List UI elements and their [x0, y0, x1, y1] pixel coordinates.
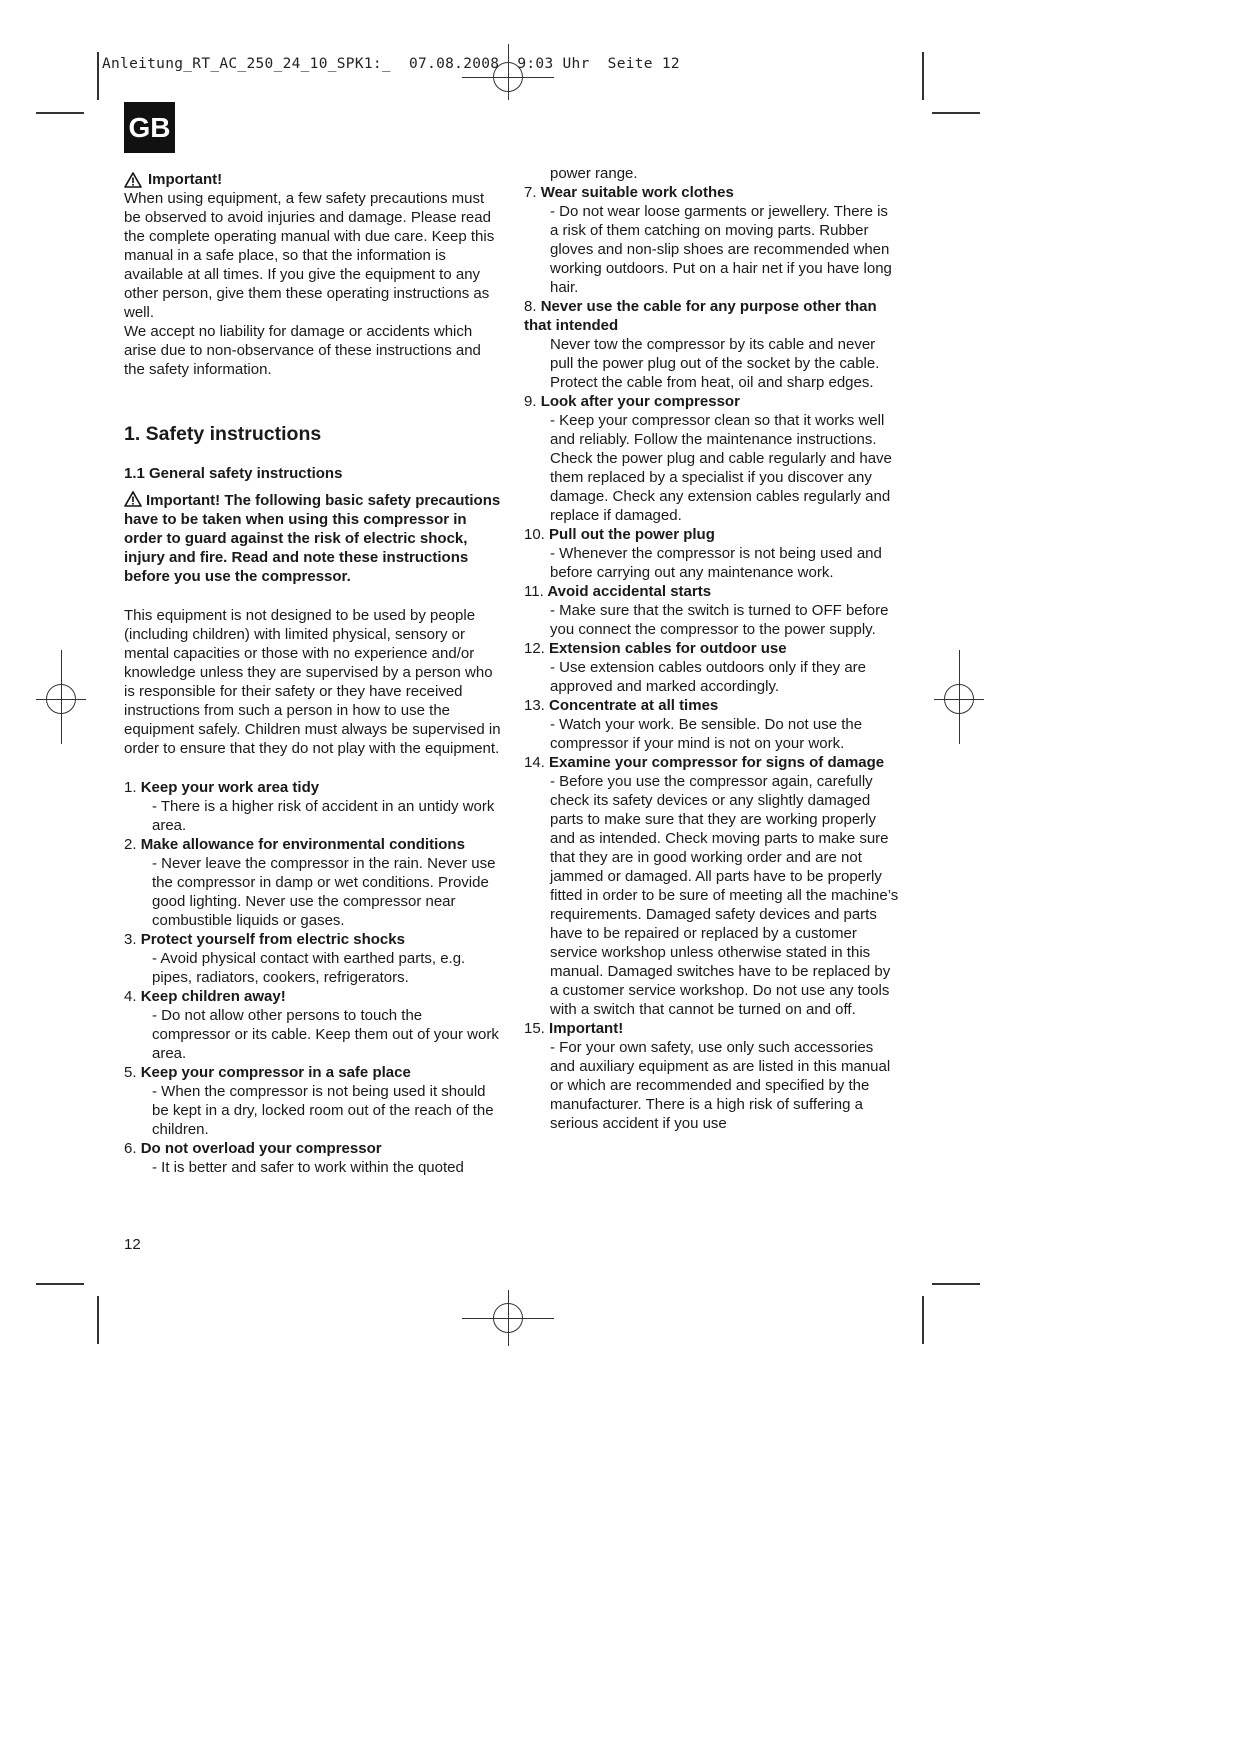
instruction-text: - Before you use the compressor again, carefully check its safety devices or any slightly damaged parts to make sure that they are working properly and as intended. Check moving parts to make sure that they are in good working order and are not jammed or damaged. All parts have to be properly fitted in order to be sure of meeting all the machine’s requirements. Damaged safety devices and parts have to be repaired or replaced by a customer service workshop unless otherwise stated in this manual. Damaged switches have to be replaced by a customer service workshop. Do not use any tools with a switch that cannot be turned on and off.	[550, 773, 899, 1018]
registration-mark-line	[959, 650, 960, 744]
crop-mark	[932, 112, 980, 114]
instruction-heading	[524, 297, 900, 335]
instruction-heading	[124, 1063, 504, 1082]
instruction-heading	[524, 639, 900, 658]
safety-warning-text: Important! The following basic safety precautions have to be taken when using this compressor in order to guard against the risk of electric shock, injury and fire. Read and note these instructions before you use the compressor.	[124, 492, 501, 585]
instruction-number: 14.	[524, 754, 545, 771]
instruction-heading	[524, 392, 900, 411]
section-title: 1. Safety instructions	[124, 423, 322, 445]
instruction-item	[124, 1139, 504, 1177]
instruction-number: 9.	[524, 393, 537, 410]
instruction-number: 2.	[124, 836, 137, 853]
instruction-item	[124, 835, 504, 930]
intro-paragraph: We accept no liability for damage or accidents which arise due to non-observance of these instructions and the safety information.	[124, 323, 481, 378]
instruction-item	[524, 297, 900, 392]
instruction-item	[124, 1063, 504, 1139]
crop-mark	[97, 1296, 99, 1344]
instruction-number: 5.	[124, 1064, 137, 1081]
instruction-heading	[124, 987, 504, 1006]
instruction-number: 4.	[124, 988, 137, 1005]
instruction-heading	[124, 1139, 504, 1158]
instruction-text: - There is a higher risk of accident in an untidy work area.	[152, 798, 495, 834]
instruction-list	[524, 164, 900, 1133]
instruction-item	[524, 183, 900, 297]
right-column	[524, 164, 900, 1133]
instruction-item	[124, 930, 504, 987]
instruction-number: 15.	[524, 1020, 545, 1037]
instruction-text: - Avoid physical contact with earthed parts, e.g. pipes, radiators, cookers, refrigerators.	[152, 950, 466, 986]
crop-mark	[922, 1296, 924, 1344]
instruction-text: - Make sure that the switch is turned to OFF before you connect the compressor to the power supply.	[550, 602, 889, 638]
instruction-item	[524, 525, 900, 582]
registration-mark-line	[508, 1290, 509, 1346]
instruction-text: - Never leave the compressor in the rain. Never use the compressor in damp or wet conditions. Provide good lighting. Never use the compressor near combustible liquids or gases.	[152, 855, 496, 929]
safety-warning	[124, 491, 504, 586]
instruction-title: Avoid accidental starts	[547, 583, 712, 600]
crop-mark	[36, 1283, 84, 1285]
instruction-text: Never tow the compressor by its cable and never pull the power plug out of the socket by the cable. Protect the cable from heat, oil and sharp edges.	[550, 336, 880, 391]
intro-title: Important!	[148, 171, 223, 188]
instruction-title: Keep your work area tidy	[140, 779, 320, 796]
instruction-item	[524, 753, 900, 1019]
instruction-text: - It is better and safer to work within the quoted	[152, 1159, 464, 1176]
instruction-text: power range.	[550, 165, 638, 182]
instruction-number: 12.	[524, 640, 545, 657]
left-column	[124, 170, 504, 1177]
instruction-heading	[524, 183, 900, 202]
instruction-number: 8.	[524, 298, 537, 315]
instruction-item	[524, 1019, 900, 1133]
instruction-number: 10.	[524, 526, 545, 543]
instruction-title: Wear suitable work clothes	[540, 184, 734, 201]
instruction-item	[524, 639, 900, 696]
intro-paragraph: When using equipment, a few safety precautions must be observed to avoid injuries and damage. Please read the complete operating manual with due care. Keep this manual in a safe place, so that the information is available at all times. If you give the equipment to any other person, give them these operating instructions as well.	[124, 190, 495, 321]
instruction-title: Keep children away!	[140, 988, 286, 1005]
instruction-title: Concentrate at all times	[549, 697, 719, 714]
warning-triangle-icon	[124, 491, 142, 507]
instruction-item	[524, 392, 900, 525]
instruction-number: 3.	[124, 931, 137, 948]
intro-heading	[124, 170, 504, 189]
instruction-title: Extension cables for outdoor use	[549, 640, 787, 657]
instruction-heading	[124, 778, 504, 797]
instruction-text: - Keep your compressor clean so that it works well and reliably. Follow the maintenance instructions. Check the power plug and cable regularly and have them replaced by a specialist if you discover any damage. Check any extension cables regularly and replace if damaged.	[550, 412, 892, 524]
instruction-number: 6.	[124, 1140, 137, 1157]
instruction-text: - Watch your work. Be sensible. Do not use the compressor if your mind is not on your work.	[550, 716, 863, 752]
instruction-number: 11.	[524, 583, 544, 600]
instruction-title: Examine your compressor for signs of damage	[549, 754, 885, 771]
instruction-title: Protect yourself from electric shocks	[140, 931, 405, 948]
crop-mark	[97, 52, 99, 100]
instruction-number: 1.	[124, 779, 137, 796]
page-number: 12	[124, 1236, 141, 1253]
section-subtitle: 1.1 General safety instructions	[124, 465, 343, 482]
instruction-text: - When the compressor is not being used it should be kept in a dry, locked room out of the reach of the children.	[152, 1083, 494, 1138]
registration-mark-line	[61, 650, 62, 744]
instruction-item	[124, 778, 504, 835]
registration-mark-line	[508, 44, 509, 100]
instruction-title: Make allowance for environmental conditions	[140, 836, 465, 853]
print-job-header: Anleitung_RT_AC_250_24_10_SPK1:_ 07.08.2008 9:03 Uhr Seite 12	[102, 56, 680, 72]
instruction-heading	[524, 1019, 900, 1038]
instruction-item	[524, 696, 900, 753]
language-badge: GB	[124, 102, 175, 153]
instruction-heading	[124, 835, 504, 854]
instruction-heading	[124, 930, 504, 949]
crop-mark	[36, 112, 84, 114]
instruction-number: 13.	[524, 697, 545, 714]
instruction-heading	[524, 525, 900, 544]
instruction-heading	[524, 753, 900, 772]
instruction-list	[124, 778, 504, 1177]
instruction-title: Do not overload your compressor	[140, 1140, 382, 1157]
crop-mark	[922, 52, 924, 100]
instruction-text: - Use extension cables outdoors only if they are approved and marked accordingly.	[550, 659, 867, 695]
supervision-notice: This equipment is not designed to be used by people (including children) with limited physical, sensory or mental capacities or those with no experience and/or knowledge unless they are supervised by a person who is responsible for their safety or they have received instructions from such a person in how to use the equipment safely. Children must always be supervised in order to ensure that they do not play with the equipment.	[124, 607, 501, 757]
instruction-text: - Do not wear loose garments or jewellery. There is a risk of them catching on moving parts. Rubber gloves and non-slip shoes are recommended when working outdoors. Put on a hair net if you have long hair.	[550, 203, 892, 296]
instruction-title: Pull out the power plug	[549, 526, 715, 543]
instruction-number: 7.	[524, 184, 537, 201]
instruction-title: Keep your compressor in a safe place	[140, 1064, 411, 1081]
instruction-text: - Do not allow other persons to touch the compressor or its cable. Keep them out of your work area.	[152, 1007, 499, 1062]
instruction-item	[124, 987, 504, 1063]
crop-mark	[932, 1283, 980, 1285]
instruction-item	[524, 582, 900, 639]
instruction-text: - For your own safety, use only such accessories and auxiliary equipment as are listed in this manual or which are recommended and specified by the manufacturer. There is a high risk of suffering a serious accident if you use	[550, 1039, 891, 1132]
instruction-title: Look after your compressor	[540, 393, 740, 410]
instruction-title: Never use the cable for any purpose other than that intended	[524, 298, 877, 334]
warning-triangle-icon	[124, 172, 142, 188]
instruction-item	[524, 164, 900, 183]
instruction-title: Important!	[549, 1020, 624, 1037]
instruction-heading	[524, 696, 900, 715]
instruction-text: - Whenever the compressor is not being used and before carrying out any maintenance work.	[550, 545, 882, 581]
instruction-heading	[524, 582, 900, 601]
